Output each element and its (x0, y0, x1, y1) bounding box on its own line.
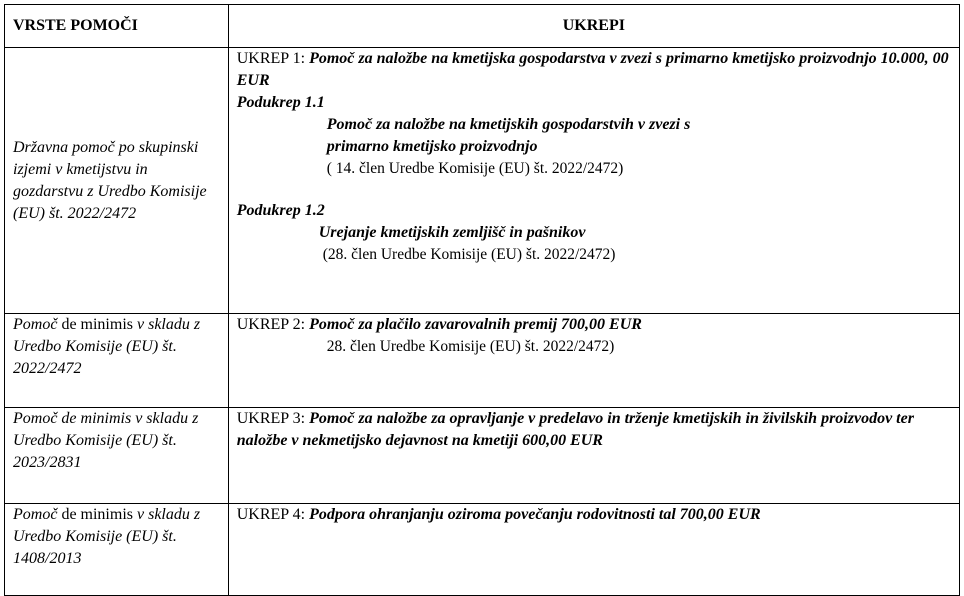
measure-prefix: UKREP 3: (236, 410, 310, 427)
submeasure-label: Podukrep 1.2 (236, 202, 325, 219)
aid-type-cell (5, 408, 229, 504)
submeasure-reference: (28. člen Uredbe Komisije (EU) št. 2022/2472) (322, 246, 616, 263)
measures-table (4, 4, 960, 596)
measure-heading (237, 504, 951, 526)
aid-type-text: Pomoč (13, 316, 58, 333)
measure-title: Pomoč za naložbe na kmetijska gospodarstva v zvezi s primarno kmetijsko proizvodnjo 10.000, 00 EUR (236, 50, 949, 89)
aid-type-cell (5, 48, 229, 314)
aid-type-text-rest: v skladu z Uredbo Komisije (EU) št. 2022/2472 (13, 316, 201, 377)
aid-type-text: Državna pomoč po skupinski izjemi v kmetijstvu in gozdarstvu z Uredbo Komisije (EU) št. 2022/2472 (13, 138, 207, 222)
measure-heading (237, 408, 951, 452)
table-row (5, 48, 960, 314)
measure-title: Podpora ohranjanju oziroma povečanju rodovitnosti tal 700,00 EUR (309, 506, 761, 523)
submeasure-title-cont: primarno kmetijsko proizvodnjo (326, 138, 538, 155)
aid-type-text-deminimis: de minimis (57, 506, 137, 523)
measure-cell (228, 504, 959, 596)
measure-title: Pomoč za naložbe za opravljanje v predelavo in trženje kmetijskih in živilskih proizvodov ter naložbe v nekmetijsko dejavnost na kmetiji 600,00 EUR (236, 410, 914, 449)
submeasure-title: Urejanje kmetijskih zemljišč in pašnikov (318, 224, 586, 241)
measure-prefix: UKREP 4: (236, 506, 310, 523)
measure-prefix: UKREP 1: (236, 50, 310, 67)
aid-type-text: Pomoč de minimis v skladu z Uredbo Komisije (EU) št. 2023/2831 (13, 410, 199, 471)
measure-cell (228, 408, 959, 504)
submeasure-label: Podukrep 1.1 (236, 94, 325, 111)
header-ukrepi: UKREPI (228, 5, 959, 48)
measure-heading (237, 314, 951, 336)
table-row (5, 504, 960, 596)
measure-reference: 28. člen Uredbe Komisije (EU) št. 2022/2472) (326, 338, 615, 355)
measure-cell (228, 314, 959, 408)
measure-cell (228, 48, 959, 314)
table-row (5, 314, 960, 408)
submeasure-title: Pomoč za naložbe na kmetijskih gospodarstvih v zvezi s (326, 116, 691, 133)
measure-heading (237, 48, 951, 92)
measure-title: Pomoč za plačilo zavarovalnih premij 700,00 EUR (309, 316, 642, 333)
table-header-row (5, 5, 960, 48)
measure-prefix: UKREP 2: (236, 316, 310, 333)
table-row (5, 408, 960, 504)
header-vrste-pomoci: VRSTE POMOČI (5, 5, 229, 48)
submeasure-reference: ( 14. člen Uredbe Komisije (EU) št. 2022/2472) (326, 160, 624, 177)
aid-type-text-deminimis: de minimis (57, 316, 137, 333)
aid-type-cell (5, 314, 229, 408)
aid-type-text-rest: v skladu z Uredbo Komisije (EU) št. 1408/2013 (13, 506, 201, 567)
aid-type-text: Pomoč (13, 506, 58, 523)
aid-type-cell (5, 504, 229, 596)
